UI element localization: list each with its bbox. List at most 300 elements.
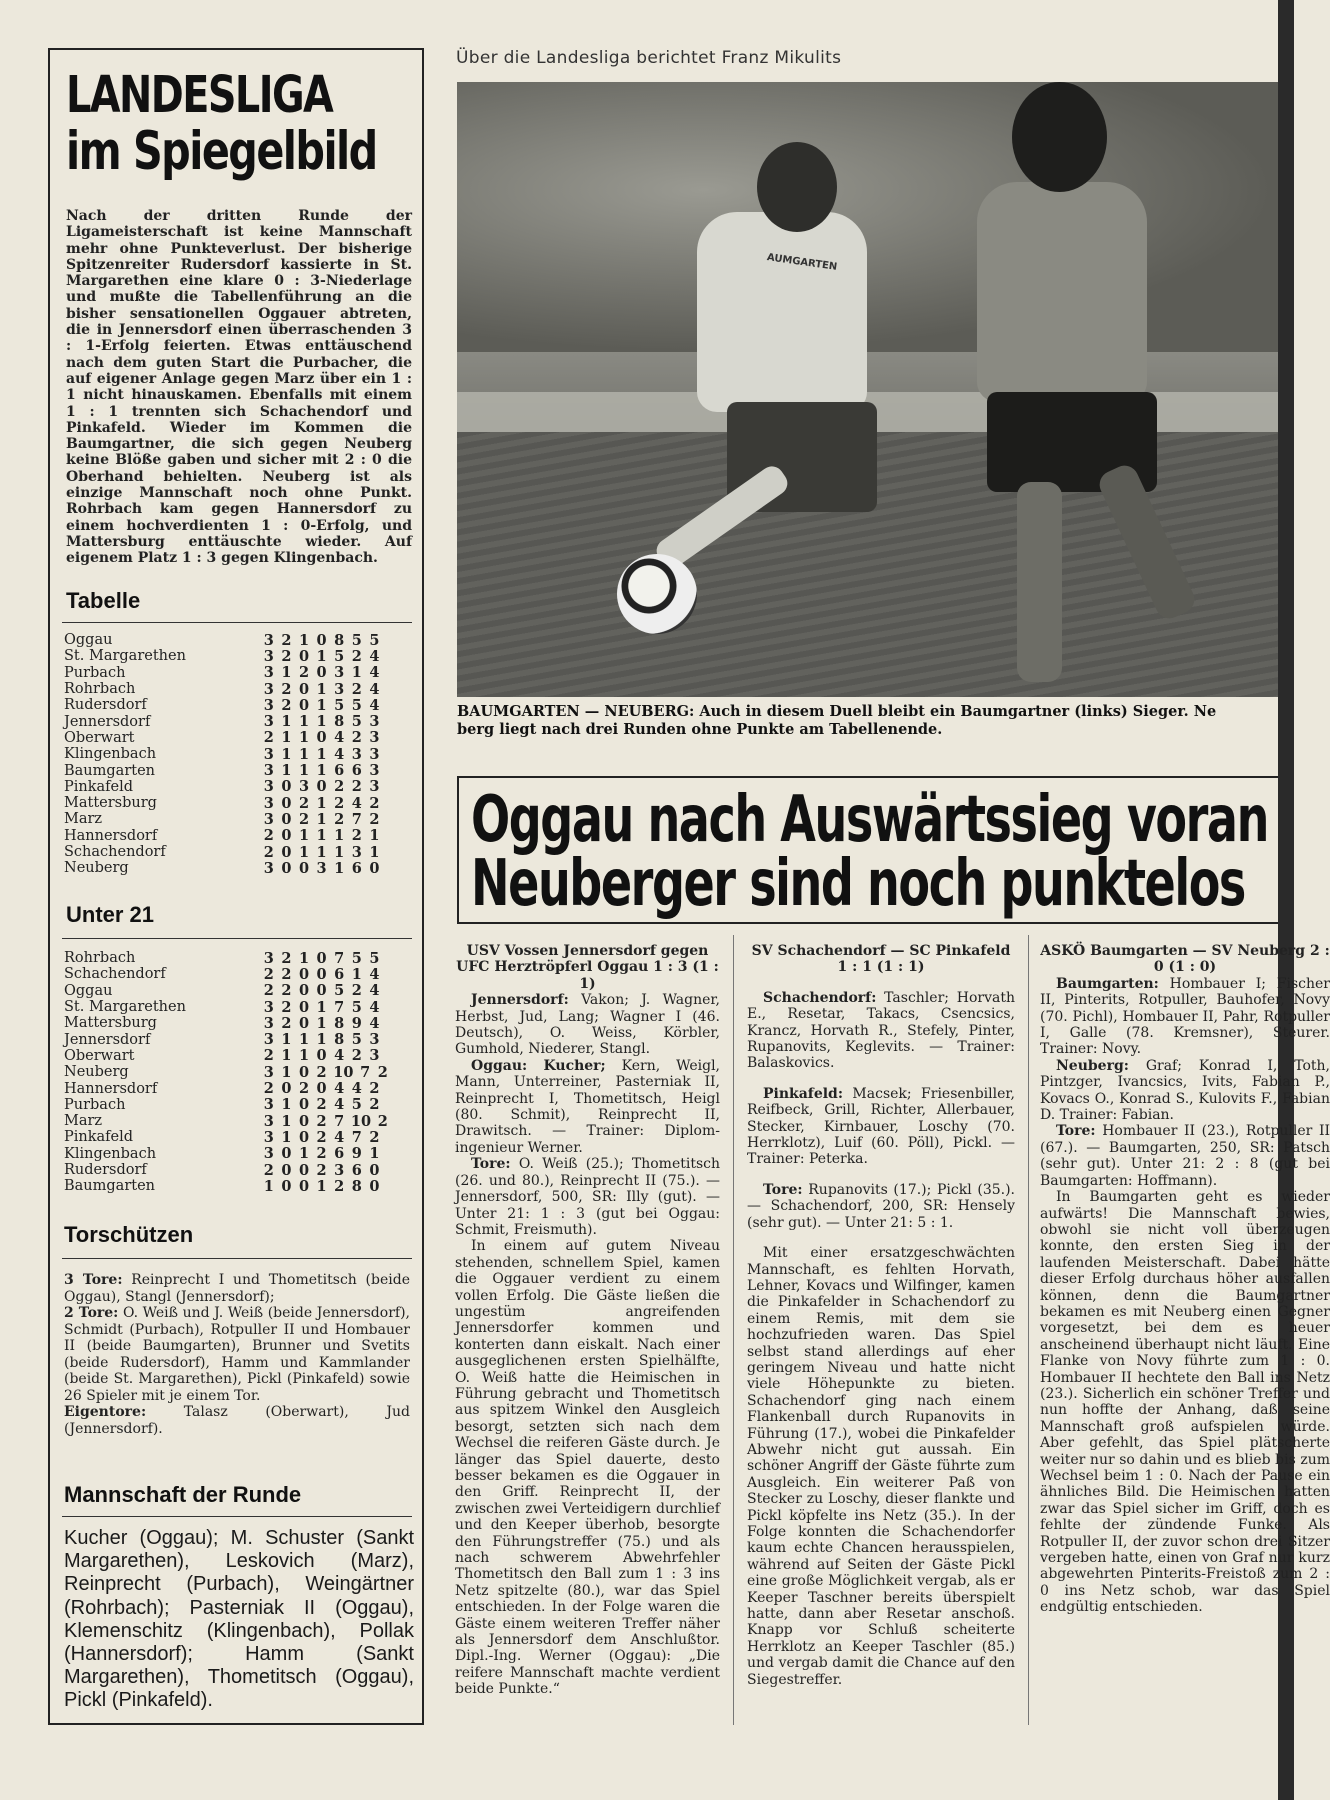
stat-cell: 3 <box>263 810 274 828</box>
team-stats <box>260 762 414 779</box>
stat-cell: 2 <box>263 1047 274 1065</box>
stat-cell: 4 <box>369 1014 380 1032</box>
table-row <box>64 966 414 982</box>
stat-cell: 0 <box>281 778 292 796</box>
photo-caption <box>457 703 1278 738</box>
scorer-label: 2 Tore: <box>64 1305 119 1321</box>
table-row <box>64 844 414 860</box>
stat-cell: 3 <box>263 696 274 714</box>
stat-cell: 5 <box>369 631 380 649</box>
table-row <box>64 1031 414 1047</box>
stat-cell: 5 <box>351 696 362 714</box>
team-stats <box>260 827 414 844</box>
stat-cell: 2 <box>298 810 310 828</box>
stat-cell: 2 <box>281 982 292 1000</box>
stat-cell: 1 <box>334 827 345 845</box>
table-row <box>64 762 414 778</box>
photo-background <box>457 82 1278 352</box>
lineup-text: Macsek; Friesenbiller, Reifbeck, Grill, Richter, Allerbauer, Stecker, Kirnbauer, Loschy (70. Herrklotz), Luif (60. Pöll), Pickl. — Trainer: Peterka. <box>747 1085 1015 1168</box>
report-baumgarten-neuberg <box>1040 943 1330 1743</box>
stat-cell: 1 <box>298 631 310 649</box>
table-row <box>64 828 414 844</box>
stat-cell: 3 <box>351 843 362 861</box>
stat-cell: 0 <box>316 949 327 967</box>
stat-cell: 0 <box>316 631 327 649</box>
stat-cell: 0 <box>369 859 380 877</box>
stat-cell: 5 <box>351 713 362 731</box>
stat-cell: 2 <box>263 982 274 1000</box>
stat-cell: 2 <box>351 729 362 747</box>
stat-cell: 2 <box>351 827 362 845</box>
stat-cell: 0 <box>281 827 292 845</box>
divider <box>62 1516 412 1517</box>
stat-cell: 2 <box>263 965 274 983</box>
stat-cell: 2 <box>316 1096 327 1114</box>
stat-cell: 2 <box>263 1080 274 1098</box>
table-row <box>64 1080 414 1096</box>
team-name: St. Margarethen <box>64 999 186 1016</box>
team-stats <box>260 999 414 1016</box>
stat-cell: 1 <box>298 1145 310 1163</box>
scorer-label: Eigentore: <box>64 1404 147 1420</box>
stat-cell: 8 <box>334 1014 345 1032</box>
stat-cell: 3 <box>369 729 380 747</box>
stat-cell: 1 <box>316 998 327 1016</box>
stat-cell: 2 <box>351 647 362 665</box>
stat-cell: 1 <box>298 1047 310 1065</box>
stat-cell: 3 <box>369 778 380 796</box>
stat-cell: 7 <box>351 1128 362 1146</box>
match-report-body: In Baumgarten geht es wieder aufwärts! Die Mannschaft bewies, obwohl sie nicht voll überzeugen konnte, den ersten Sieg in der laufenden Meisterschaft. Dabei hätte dieser Erfolg durchaus höher ausfallen können, denn die Baumgartner bekamen es mit Neuberg einen Gegner vorgesetzt, bei dem es heuer anscheinend überhaupt nicht läuft. Eine Flanke von Novy führte zum 1 : 0. Hombauer II hechtete den Ball ins Netz (23.). Sicherlich ein schöner Treffer und nun hoffte der Anhang, daß seine Mannschaft groß aufspielen würde. Aber gefehlt, das Spiel plätscherte weiter nur so dahin und es blieb bis zum Wechsel beim 1 : 0. Nach der Pause ein ähnliches Bild. Die Heimischen hatten zwar das Spiel sicher im Griff, doch es fehlte der zündende Funke. Als Rotpuller II, der zuvor schon drei Sitzer vergeben hatte, einen von Graf nur kurz abgewehrten Pinterits-Freistoß zum 2 : 0 ins Netz schob, war das Spiel endgültig entschieden. <box>1040 1189 1330 1616</box>
team-name: St. Margarethen <box>64 648 186 665</box>
stat-cell: 0 <box>298 982 310 1000</box>
team-name: Purbach <box>64 1096 126 1113</box>
stat-cell: 2 <box>369 1128 380 1146</box>
stat-cell: 2 <box>369 1096 380 1114</box>
team-stats <box>260 1178 414 1195</box>
table-row <box>64 999 414 1015</box>
team-stats <box>260 632 414 649</box>
stat-cell: 3 <box>263 1112 274 1130</box>
stat-cell: 3 <box>334 680 345 698</box>
tabelle-heading: Tabelle <box>66 588 141 613</box>
table-row <box>64 1178 414 1194</box>
table-row <box>64 713 414 729</box>
stat-cell: 3 <box>263 1031 274 1049</box>
headline-line2: Neuberger sind noch punktelos <box>471 847 1245 921</box>
stat-cell: 6 <box>334 762 345 780</box>
table-row <box>64 632 414 648</box>
stat-cell: 1 <box>369 827 380 845</box>
sidebar-title <box>66 66 377 182</box>
goals-label: Tore: <box>471 1156 511 1173</box>
stat-cell: 1 <box>281 1063 292 1081</box>
team-stats <box>260 966 414 983</box>
byline: Über die Landesliga berichtet Franz Mikulits <box>456 48 842 68</box>
team-stats <box>260 681 414 698</box>
mdr-text: Kucher (Oggau); M. Schuster (Sankt Margarethen), Leskovich (Marz), Reinprecht (Purbach), Weingärtner (Rohrbach); Pasterniak II (Oggau), Klemenschitz (Klingenbach), Pollak (Hannersdorf); Hamm (Sankt Margarethen), Thometitsch (Oggau), Pickl (Pinkafeld). <box>64 1527 414 1712</box>
stat-cell: 4 <box>334 1047 345 1065</box>
stat-cell: 3 <box>263 647 274 665</box>
team-name: Rohrbach <box>64 950 136 967</box>
stat-cell: 0 <box>316 965 327 983</box>
match-title: USV Vossen Jennersdorf gegen UFC Herztröpferl Oggau 1 : 3 (1 : 1) <box>456 943 719 992</box>
stat-cell: 5 <box>351 631 362 649</box>
stat-cell: 2 <box>298 794 310 812</box>
stat-cell: 1 <box>369 843 380 861</box>
stat-cell: 4 <box>351 794 362 812</box>
team-name: Oberwart <box>64 729 135 746</box>
stat-cell: 3 <box>263 794 274 812</box>
stat-cell: 0 <box>316 1080 327 1098</box>
table-row <box>64 1064 414 1080</box>
stat-cell: 3 <box>263 631 274 649</box>
stat-cell: 7 <box>334 998 345 1016</box>
stat-cell: 10 <box>350 1112 372 1130</box>
goals-text: O. Weiß (25.); Thometitsch (26. und 80.), Reinprecht II (75.). — Jennersdorf, 500, SR: Illy (gut). — Unter 21: 1 : 3 (gut bei Oggau: Schmit, Freismuth). <box>455 1156 720 1238</box>
stat-cell: 6 <box>351 762 362 780</box>
stat-cell: 6 <box>351 1161 362 1179</box>
stat-cell: 2 <box>351 680 362 698</box>
stat-cell: 3 <box>263 1096 274 1114</box>
table-row <box>64 1129 414 1145</box>
stat-cell: 3 <box>263 1063 274 1081</box>
stat-cell: 3 <box>369 713 380 731</box>
stat-cell: 2 <box>281 1014 292 1032</box>
stat-cell: 2 <box>377 1112 388 1130</box>
stat-cell: 1 <box>316 1177 327 1195</box>
stat-cell: 2 <box>281 998 292 1016</box>
stat-cell: 7 <box>334 1112 345 1130</box>
stat-cell: 0 <box>281 810 292 828</box>
lineup-label: Pinkafeld: <box>763 1085 844 1102</box>
team-name: Oggau <box>64 982 113 999</box>
table-row <box>64 1097 414 1113</box>
stat-cell: 3 <box>263 1128 274 1146</box>
stat-cell: 2 <box>369 794 380 812</box>
sidebar-title-line1: LANDESLIGA <box>66 66 333 125</box>
football <box>617 554 697 634</box>
team-stats <box>260 982 414 999</box>
stat-cell: 0 <box>316 778 327 796</box>
team-name: Neuberg <box>64 860 129 877</box>
table-row <box>64 1015 414 1031</box>
stat-cell: 3 <box>369 1031 380 1049</box>
team-stats <box>260 1064 414 1081</box>
team-stats <box>260 697 414 714</box>
team-stats <box>260 664 414 681</box>
caption-line: berg liegt nach drei Runden ohne Punkte am Tabellenende. <box>457 720 943 738</box>
stat-cell: 4 <box>351 1080 362 1098</box>
scorers-text <box>64 1272 410 1437</box>
team-name: Oggau <box>64 632 113 649</box>
sidebar-title-line2: im Spiegelbild <box>66 121 377 182</box>
lineup-text: Taschler; Horvath E., Resetar, Takacs, Csencsics, Krancz, Horvath R., Stefely, Pinter, Rupanovits, Keglevits. — Trainer: Balaskovics. <box>747 989 1015 1072</box>
team-stats <box>260 844 414 861</box>
stat-cell: 2 <box>316 1128 327 1146</box>
team-name: Hannersdorf <box>64 827 158 844</box>
stat-cell: 3 <box>263 664 274 682</box>
stat-cell: 3 <box>263 778 274 796</box>
stat-cell: 10 <box>333 1063 354 1081</box>
stat-cell: 8 <box>334 713 345 731</box>
stat-cell: 0 <box>298 1112 310 1130</box>
stat-cell: 1 <box>281 745 292 763</box>
stat-cell: 0 <box>281 1177 292 1195</box>
sidebar-intro: Nach der dritten Runde der Ligameisterschaft ist keine Mannschaft mehr ohne Punkteverlust. Der bisherige Spitzenreiter Rudersdorf kassierte in St. Margarethen eine klare 0 : 3-Niederlage und mußte die Tabellenführung an die bisher sensationellen Oggauer abtreten, die in Jennersdorf einen überraschenden 3 : 1-Erfolg feierten. Etwas enttäuschend nach dem guten Start die Purbacher, die auf eigener Anlage gegen Marz über ein 1 : 1 nicht hinauskamen. Ebenfalls mit einem 1 : 1 trennten sich Schachendorf und Pinkafeld. Wieder im Kommen die Baumgartner, die sich gegen Neuberg keine Blöße gaben und sicher mit 2 : 0 die Oberhand behielten. Neuberg ist als einzige Mannschaft noch ohne Punkt. Rohrbach kam gegen Hannersdorf zu einem hochverdienten 1 : 0-Erfolg, und Mattersburg enttäuschte wieder. Auf eigenem Platz 1 : 3 gegen Klingenbach. <box>66 208 412 567</box>
stat-cell: 1 <box>316 680 327 698</box>
stat-cell: 2 <box>298 1080 310 1098</box>
table-row <box>64 1162 414 1178</box>
team-name: Marz <box>64 811 103 828</box>
team-name: Jennersdorf <box>64 1031 151 1048</box>
stat-cell: 1 <box>281 1096 292 1114</box>
stat-cell: 5 <box>351 949 362 967</box>
team-name: Marz <box>64 1113 103 1130</box>
stat-cell: 5 <box>334 982 345 1000</box>
scorer-label: 3 Tore: <box>64 1272 123 1288</box>
scorer-text: Reinprecht I und Thometitsch (beide Oggau), Stangl (Jennersdorf); <box>64 1272 410 1305</box>
stat-cell: 2 <box>281 696 292 714</box>
stat-cell: 4 <box>334 1096 345 1114</box>
team-name: Rohrbach <box>64 681 136 698</box>
table-row <box>64 795 414 811</box>
stat-cell: 2 <box>281 680 292 698</box>
lineup-label: Schachendorf: <box>763 989 877 1006</box>
match-title: SV Schachendorf — SC Pinkafeld 1 : 1 (1 : 1) <box>751 943 1011 976</box>
stat-cell: 4 <box>369 998 380 1016</box>
stat-cell: 2 <box>281 631 292 649</box>
stat-cell: 2 <box>281 965 292 983</box>
stat-cell: 0 <box>298 998 310 1016</box>
divider <box>62 622 412 623</box>
player-right-shirt <box>977 182 1147 402</box>
team-name: Rudersdorf <box>64 1162 147 1178</box>
stat-cell: 4 <box>334 1128 345 1146</box>
stat-cell: 1 <box>351 664 362 682</box>
stat-cell: 0 <box>281 1161 292 1179</box>
stat-cell: 5 <box>351 1096 362 1114</box>
team-stats <box>260 713 414 730</box>
stat-cell: 3 <box>263 998 274 1016</box>
stat-cell: 3 <box>263 859 274 877</box>
stat-cell: 1 <box>316 1031 327 1049</box>
team-stats <box>260 1031 414 1048</box>
team-name: Pinkafeld <box>64 1129 134 1146</box>
table-row <box>64 983 414 999</box>
stat-cell: 1 <box>298 762 310 780</box>
mdr-heading: Mannschaft der Runde <box>64 1482 302 1507</box>
stat-cell: 0 <box>298 696 310 714</box>
stat-cell: 5 <box>334 647 345 665</box>
stat-cell: 1 <box>263 1177 274 1195</box>
stat-cell: 0 <box>298 1014 310 1032</box>
stat-cell: 1 <box>298 729 310 747</box>
stat-cell: 4 <box>369 680 380 698</box>
stat-cell: 0 <box>298 647 310 665</box>
stat-cell: 2 <box>369 1080 380 1098</box>
team-stats <box>260 1129 414 1146</box>
team-name: Mattersburg <box>64 795 157 812</box>
stat-cell: 2 <box>263 729 274 747</box>
team-stats <box>260 860 414 877</box>
stat-cell: 2 <box>316 1112 327 1130</box>
stat-cell: 9 <box>351 1014 362 1032</box>
table-row <box>64 697 414 713</box>
stat-cell: 1 <box>351 965 362 983</box>
stat-cell: 5 <box>369 949 380 967</box>
stat-cell: 4 <box>369 664 380 682</box>
team-stats <box>260 950 414 967</box>
team-name: Oberwart <box>64 1047 135 1064</box>
stat-cell: 3 <box>263 680 274 698</box>
match-report-body: Mit einer ersatzgeschwächten Mannschaft, es fehlten Horvath, Lehner, Kovacs und Wilfinger, kamen die Pinkafelder in Schachendorf zu einem Remis, mit dem sie hochzufrieden waren. Das Spiel selbst stand allerdings auf eher geringem Niveau und hatte nicht viele Höhepunkte zu bieten. Schachendorf ging nach einem Flankenball durch Rupanovits in Führung (17.), wobei die Pinkafelder Abwehr nicht gut aussah. Ein schöner Angriff der Gäste führte zum Ausgleich. Ein weiterer Paß von Stecker zu Loschy, dieser flankte und Pickl köpfelte ins Netz (35.). In der Folge konnten die Schachendorfer kaum echte Chancen herausspielen, während auf Seiten der Gäste Pickl eine große Möglichkeit vergab, als er Keeper Taschner bereits überspielt hatte, dann aber Resetar anschoß. Knapp vor Schluß scheiterte Herrklotz an Keeper Taschler (85.) und vergab damit die Chance auf den Siegestreffer. <box>747 1245 1015 1688</box>
stat-cell: 1 <box>316 794 327 812</box>
lineup-text: Hombauer I; Fischer II, Pinterits, Rotpuller, Bauhofer, Novy (70. Pichl), Hombauer II, Pahr, Rotpuller I, Galle (78. Kremsner), Steurer. Trainer: Novy. <box>1040 975 1330 1058</box>
lineup-text: Graf; Konrad I, Toth, Pintzger, Ivancsics, Ivits, Fabian P., Kovacs O., Konrad S., Kulovits F., Fabian D. Trainer: Fabian. <box>1040 1057 1330 1124</box>
stat-cell: 1 <box>334 843 345 861</box>
stat-cell: 5 <box>351 1031 362 1049</box>
headline-line1: Oggau nach Auswärtssieg voran <box>471 783 1268 857</box>
stat-cell: 8 <box>351 1177 362 1195</box>
lineup-text: Vakon; J. Wagner, Herbst, Jud, Lang; Wagner I (46. Deutsch), O. Weiss, Körbler, Gumhold, Niederer, Stangl. <box>455 992 720 1058</box>
stat-cell: 0 <box>298 1063 310 1081</box>
stat-cell: 2 <box>281 949 292 967</box>
table-row <box>64 648 414 664</box>
stat-cell: 3 <box>334 664 345 682</box>
table-row <box>64 730 414 746</box>
goals-text: Hombauer II (23.), Rotpuller II (67.). — Baumgarten, 250, SR: Patsch (sehr gut). Unter 21: 2 : 8 (gut bei Baumgarten: Hoffmann). <box>1040 1123 1330 1189</box>
stat-cell: 1 <box>281 713 292 731</box>
stat-cell: 1 <box>298 745 310 763</box>
team-name: Hannersdorf <box>64 1080 158 1097</box>
scorers-heading: Torschützen <box>64 1222 194 1247</box>
stat-cell: 2 <box>263 827 274 845</box>
stat-cell: 1 <box>334 859 345 877</box>
stat-cell: 4 <box>334 745 345 763</box>
lineup-label: Baumgarten: <box>1056 975 1159 992</box>
stat-cell: 2 <box>334 810 345 828</box>
stat-cell: 0 <box>281 1145 292 1163</box>
player-right-leg <box>1017 482 1062 682</box>
match-title: ASKÖ Baumgarten — SV Neuberg 2 : 0 (1 : 0) <box>1040 943 1330 976</box>
team-stats <box>260 1096 414 1113</box>
stat-cell: 0 <box>298 1096 310 1114</box>
table-row <box>64 1048 414 1064</box>
stat-cell: 4 <box>369 647 380 665</box>
stat-cell: 1 <box>316 810 327 828</box>
stat-cell: 0 <box>298 680 310 698</box>
goals-label: Tore: <box>1056 1123 1096 1140</box>
team-name: Baumgarten <box>64 1178 155 1195</box>
table-row <box>64 779 414 795</box>
stat-cell: 0 <box>281 794 292 812</box>
stat-cell: 1 <box>316 745 327 763</box>
table-row <box>64 860 414 876</box>
player-right-head <box>1012 82 1107 192</box>
table-row <box>64 746 414 762</box>
team-stats <box>260 729 414 746</box>
column-rule <box>1028 935 1029 1725</box>
stat-cell: 3 <box>263 949 274 967</box>
stat-cell: 7 <box>334 949 345 967</box>
stat-cell: 2 <box>263 1161 274 1179</box>
table-row <box>64 1113 414 1129</box>
stat-cell: 0 <box>298 965 310 983</box>
stat-cell: 2 <box>369 810 380 828</box>
table-row <box>64 950 414 966</box>
stat-cell: 6 <box>351 859 362 877</box>
stat-cell: 3 <box>263 713 274 731</box>
table-row <box>64 1146 414 1162</box>
stat-cell: 4 <box>334 729 345 747</box>
stat-cell: 0 <box>298 1128 310 1146</box>
divider <box>62 938 412 939</box>
stat-cell: 2 <box>351 982 362 1000</box>
player-left-head <box>757 142 837 232</box>
stat-cell: 4 <box>369 982 380 1000</box>
stat-cell: 0 <box>298 859 310 877</box>
u21-table <box>64 950 414 1194</box>
stat-cell: 2 <box>351 1047 362 1065</box>
stat-cell: 2 <box>334 1177 345 1195</box>
stat-cell: 4 <box>369 965 380 983</box>
stat-cell: 0 <box>281 843 292 861</box>
stat-cell: 0 <box>298 1177 310 1195</box>
goals-text: Rupanovits (17.); Pickl (35.). — Schachendorf, 200, SR: Hensely (sehr gut). — Unter 21: 5 : 1. <box>747 1181 1015 1231</box>
stat-cell: 7 <box>360 1063 371 1081</box>
column-rule <box>733 935 734 1725</box>
stat-cell: 8 <box>334 631 345 649</box>
team-name: Klingenbach <box>64 1145 157 1162</box>
stat-cell: 0 <box>281 1080 292 1098</box>
match-photo <box>457 82 1278 697</box>
team-name: Neuberg <box>64 1064 129 1081</box>
stat-cell: 4 <box>369 696 380 714</box>
team-stats <box>260 1015 414 1032</box>
stat-cell: 0 <box>316 664 327 682</box>
stat-cell: 1 <box>281 1031 292 1049</box>
team-name: Pinkafeld <box>64 778 134 795</box>
lineup-text: Kern, Weigl, Mann, Unterreiner, Pasterniak II, Reinprecht I, Thometitsch, Heigl (80. Schmit), Reinprecht II, Drawitsch. — Trainer: Diplom-ingenieur Werner. <box>455 1057 720 1156</box>
table-row <box>64 811 414 827</box>
goals-label: Tore: <box>763 1181 803 1198</box>
stat-cell: 1 <box>281 664 292 682</box>
stat-cell: 8 <box>334 1031 345 1049</box>
stat-cell: 0 <box>369 1177 380 1195</box>
team-name: Klingenbach <box>64 746 157 763</box>
stat-cell: 1 <box>316 713 327 731</box>
stat-cell: 1 <box>316 827 327 845</box>
stat-cell: 0 <box>316 729 327 747</box>
main-headline-box <box>457 776 1278 924</box>
team-stats <box>260 1080 414 1097</box>
lineup-label: Jennersdorf: <box>471 992 569 1009</box>
team-stats <box>260 1145 414 1162</box>
stat-cell: 1 <box>369 1145 380 1163</box>
stat-cell: 2 <box>377 1063 388 1081</box>
stat-cell: 2 <box>316 1161 327 1179</box>
stat-cell: 1 <box>316 1014 327 1032</box>
landesliga-sidebar <box>48 48 424 1725</box>
table-row <box>64 665 414 681</box>
stat-cell: 1 <box>316 696 327 714</box>
stat-cell: 2 <box>334 778 345 796</box>
stat-cell: 2 <box>298 664 310 682</box>
team-stats <box>260 811 414 828</box>
stat-cell: 3 <box>369 745 380 763</box>
stat-cell: 1 <box>316 762 327 780</box>
